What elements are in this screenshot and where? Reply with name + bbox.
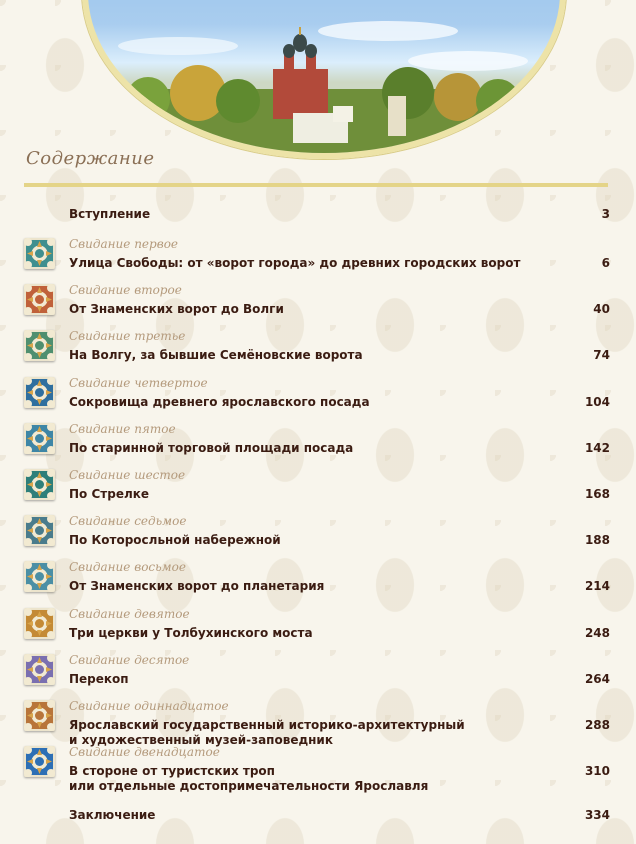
ornament-tile-icon (24, 330, 55, 361)
toc-page-number: 104 (584, 395, 610, 409)
toc-page-number: 40 (593, 302, 610, 316)
toc-title: Заключение (69, 808, 156, 822)
chapter-subtitle: Свидание девятое (69, 607, 190, 621)
toc-page-number: 310 (584, 764, 610, 778)
ornament-tile-icon (24, 746, 55, 777)
chapter-subtitle: Свидание четвертое (69, 376, 208, 390)
toc-title: Вступление (69, 207, 151, 221)
chapter-subtitle: Свидание первое (69, 237, 179, 251)
toc-title: Перекоп (69, 672, 129, 686)
ornament-tile-icon (24, 700, 55, 731)
toc-title-line2: или отдельные достопримечательности Ярославля (69, 779, 429, 793)
chapter-subtitle: Свидание восьмое (69, 560, 186, 574)
chapter-subtitle: Свидание шестое (69, 468, 186, 482)
toc-title: От Знаменских ворот до планетария (69, 579, 325, 593)
toc-page-number: 288 (584, 718, 610, 732)
chapter-subtitle: Свидание двенадцатое (69, 745, 220, 759)
toc-page-number: 214 (584, 579, 610, 593)
ornament-tile-icon (24, 284, 55, 315)
chapter-subtitle: Свидание третье (69, 329, 186, 343)
toc-page-number: 168 (584, 487, 610, 501)
chapter-subtitle: Свидание десятое (69, 653, 190, 667)
ornament-tile-icon (24, 469, 55, 500)
toc-title-line2: и художественный музей-заповедник (69, 733, 333, 747)
ornament-tile-icon (24, 654, 55, 685)
toc-title: По старинной торговой площади посада (69, 441, 354, 455)
toc-title: По Стрелке (69, 487, 150, 501)
toc-title: Ярославский государственный историко-архитектурный (69, 718, 465, 732)
ornament-tile-icon (24, 515, 55, 546)
ornament-tile-icon (24, 377, 55, 408)
toc-page-number: 6 (601, 256, 610, 270)
ornament-tile-icon (24, 608, 55, 639)
header-photo (82, 0, 566, 159)
heading-divider (24, 183, 608, 187)
toc-page-number: 188 (584, 533, 610, 547)
toc-title: Три церкви у Толбухинского моста (69, 626, 313, 640)
ornament-tile-icon (24, 238, 55, 269)
toc-page-number: 3 (601, 207, 610, 221)
toc-page-number: 142 (584, 441, 610, 455)
contents-heading: Содержание (26, 148, 155, 169)
toc-page-number: 334 (584, 808, 610, 822)
toc-page-number: 74 (593, 348, 610, 362)
toc-title: В стороне от туристских троп (69, 764, 275, 778)
chapter-subtitle: Свидание седьмое (69, 514, 187, 528)
ornament-tile-icon (24, 561, 55, 592)
toc-title: Улица Свободы: от «ворот города» до древних городских ворот (69, 256, 521, 270)
toc-page-number: 264 (584, 672, 610, 686)
toc-page-number: 248 (584, 626, 610, 640)
toc-title: От Знаменских ворот до Волги (69, 302, 284, 316)
toc-title: По Которосльной набережной (69, 533, 281, 547)
toc-title: На Волгу, за бывшие Семёновские ворота (69, 348, 363, 362)
toc-title: Сокровища древнего ярославского посада (69, 395, 370, 409)
ornament-tile-icon (24, 423, 55, 454)
chapter-subtitle: Свидание пятое (69, 422, 176, 436)
chapter-subtitle: Свидание одиннадцатое (69, 699, 229, 713)
chapter-subtitle: Свидание второе (69, 283, 182, 297)
